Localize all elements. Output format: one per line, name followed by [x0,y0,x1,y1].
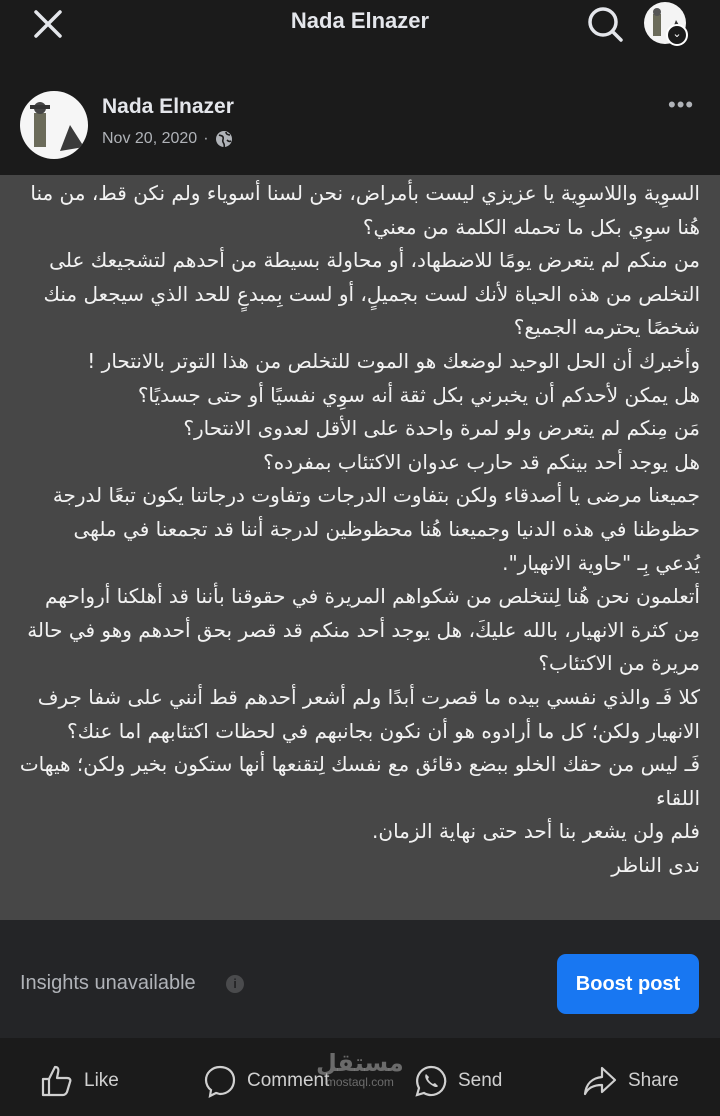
post-text-line: هُنا سوِي بكل ما تحمله الكلمة من معني؟ [362,214,700,239]
post-text-line: حظوظنا في هذه الدنيا وجميعنا هُنا محظوظين لدرجة أننا قد تجمعنا في ملهى [73,516,700,541]
whatsapp-icon [414,1064,448,1098]
post-text-line: السوِية واللاسوِية يا عزيزي ليست بأمراض، نحن لسنا أسوياء ولم نكن قط، من منا [30,181,700,205]
more-options-button[interactable]: ••• [668,92,695,117]
post-text-line: هل يوجد أحد بينكم قد حارب عدوان الاكتئاب بمفرده؟ [263,449,700,474]
insights-label: Insights unavailable [20,972,196,994]
post-text [0,175,720,920]
info-icon[interactable]: i [226,975,244,993]
watermark-latin: mostaql.com [325,1075,394,1089]
post-date[interactable]: Nov 20, 2020 [102,130,198,147]
post-text-line: أتعلمون نحن هُنا لِنتخلص من شكواهم المريرة في حقوقنا بأننا قد أهلكنا أرواحهم [44,584,700,609]
post-text-line: شخصًا يحترمه الجميع؟ [513,315,700,340]
post-text-line: اللقاء [656,785,700,810]
watermark-arabic: مستقل [316,1049,404,1077]
author-avatar[interactable] [20,91,88,159]
post-text-line: فلم ولن يشعر بنا أحد حتى نهاية الزمان. [372,819,700,844]
like-label: Like [84,1070,119,1091]
post-text-line: ندى الناظر [611,852,700,877]
chevron-down-icon[interactable]: ⌄ [666,24,688,46]
post-text-line: التخلص من هذه الحياة لأنك لست بجميلٍ، أو لست بِمبدعٍ للحد الذي سيجعل منك [43,281,700,306]
separator: · [203,130,209,147]
like-button[interactable] [40,1064,119,1098]
post-text-line: من منكم لم يتعرض يومًا للاضطهاد، أو محاولة بسيطة من أحدهم لتشجيعك على [49,248,700,273]
post-text-line: جميعنا مرضى يا أصدقاء ولكن بتفاوت الدرجات وتفاوت درجاتنا يكون تبعًا لدرجة [52,483,700,508]
post-text-line: كلا فَـ والذي نفسي بيده ما قصرت أبدًا ولم أشعر أحدهم قط أنني على شفا جرف [37,684,700,709]
share-label: Share [628,1070,679,1091]
post-text-line: مَن مِنكم لم يتعرض ولو لمرة واحدة على الأقل لعدوى الانتحار؟ [183,416,700,441]
search-icon[interactable] [584,3,626,45]
post-text-line: مريرة من الاكتئاب؟ [538,651,700,676]
post-text-line: هل يمكن لأحدكم أن يخبرني بكل ثقة أنه سوِي نفسيًا أو حتى جسديًا؟ [137,382,700,407]
share-icon [582,1064,618,1098]
insights-bar [0,920,720,1038]
boost-post-button[interactable]: Boost post [557,954,699,1014]
send-label: Send [458,1070,503,1091]
top-bar [0,0,720,60]
post-text-line: يُدعي بِـ "حاوية الانهيار". [502,550,700,575]
post-text-line: وأخبرك أن الحل الوحيد لوضعك هو الموت للتخلص من هذا التوتر بالانتحار ! [87,348,700,373]
share-button[interactable] [582,1064,679,1098]
send-button[interactable] [414,1064,502,1098]
thumbs-up-icon [40,1064,74,1098]
post-text-line: فَـ ليس من حقك الخلو ببضع دقائق مع نفسك لِتقنعها أنها ستكون بخير ولكن؛ هيهات [19,752,700,777]
post-meta [102,130,233,148]
comment-label: Comment [247,1070,330,1091]
comment-icon [203,1064,237,1098]
action-bar [0,1038,720,1116]
post-text-line: الانهيار ولكن؛ كل ما أرادوه هو أن نكون بجانبهم في لحظات اكتئابهم اما عنك؟ [66,718,700,743]
author-name[interactable]: Nada Elnazer [102,95,234,118]
page-title: Nada Elnazer [290,8,430,33]
comment-button[interactable] [203,1064,329,1098]
globe-icon [215,130,233,148]
post-text-line: مِن كثرة الانهيار، بالله عليكَ، هل يوجد أحد منكم قد قصر بحق أحدهم وهو في حالة [27,617,700,642]
